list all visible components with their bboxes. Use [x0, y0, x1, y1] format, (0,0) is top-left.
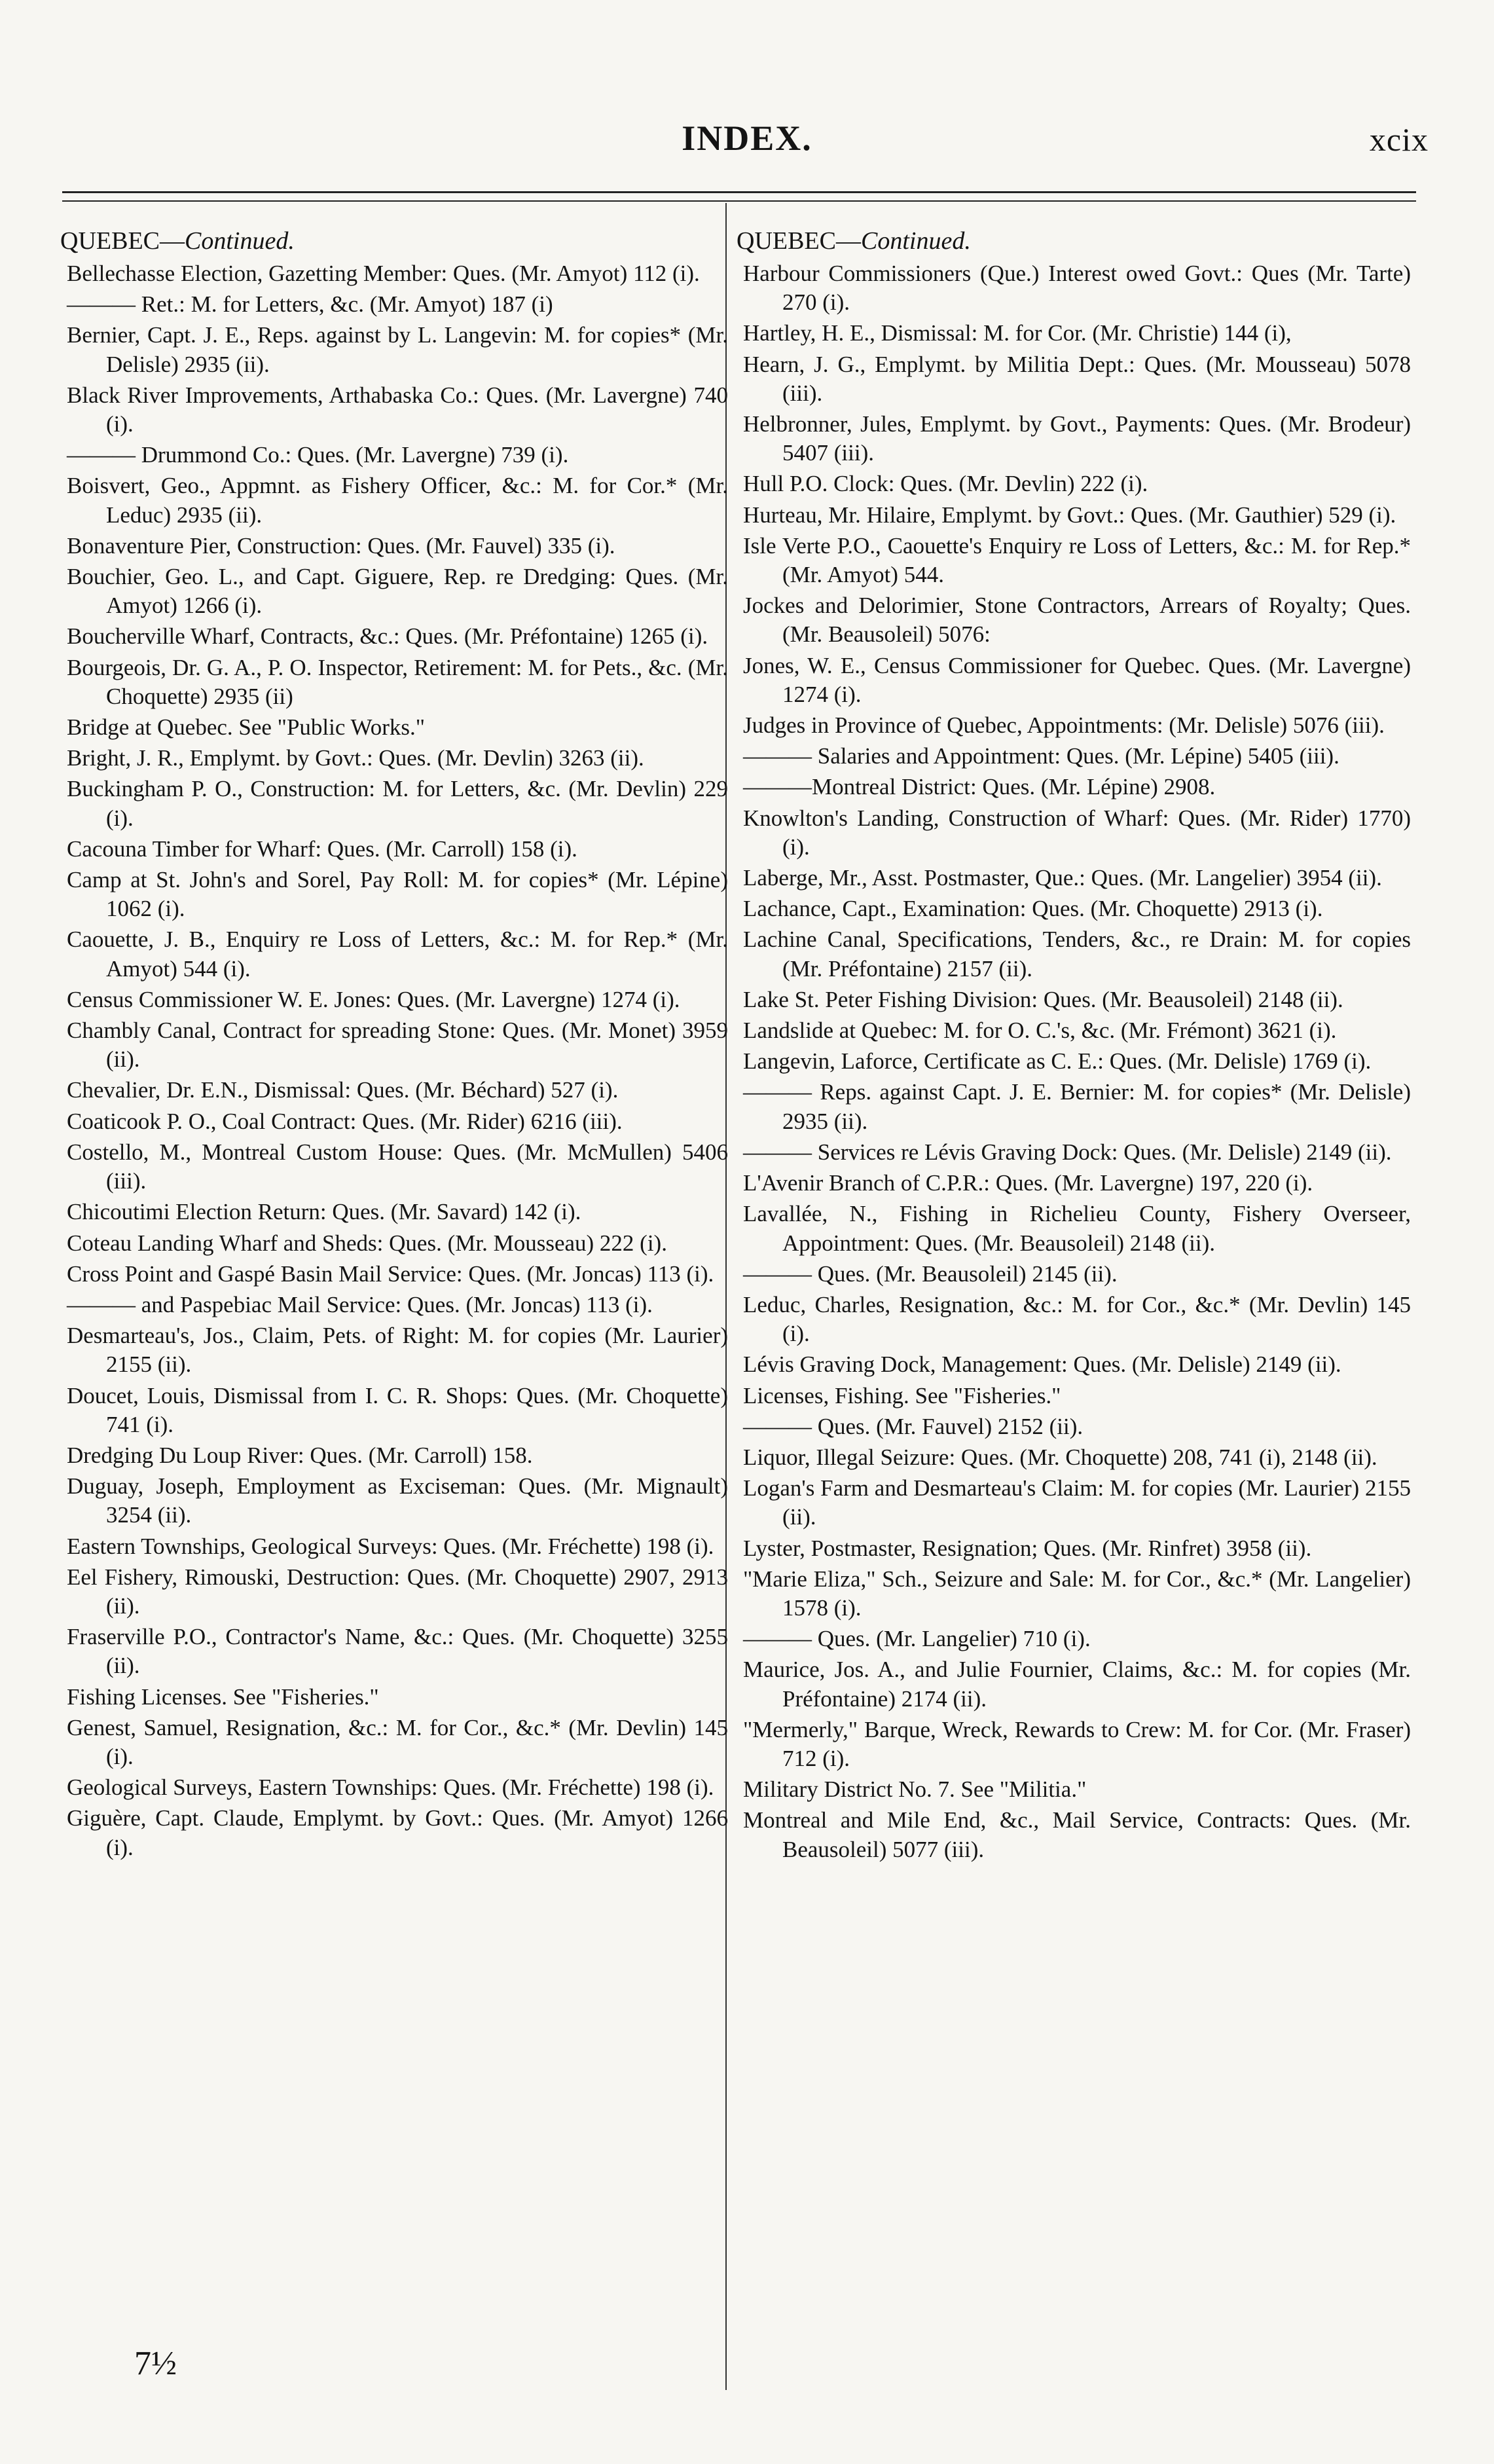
index-entry: Lévis Graving Dock, Management: Ques. (Mr. Delisle) 2149 (ii).: [743, 1352, 1341, 1378]
index-entry: Desmarteau's, Jos., Claim, Pets. of Right: M. for copies (Mr. Laurier) 2155 (ii).: [67, 1323, 728, 1378]
index-entry: Lachance, Capt., Examination: Ques. (Mr. Choquette) 2913 (i).: [743, 896, 1323, 922]
index-entry: Landslide at Quebec: M. for O. C.'s, &c. (Mr. Frémont) 3621 (i).: [743, 1018, 1337, 1044]
index-entry: ——— Ques. (Mr. Beausoleil) 2145 (ii).: [743, 1260, 1118, 1287]
index-entry: Fishing Licenses. See "Fisheries.": [67, 1683, 379, 1710]
index-entry: Knowlton's Landing, Construction of Wharf: Ques. (Mr. Rider) 1770) (i).: [743, 805, 1411, 860]
index-entry: Lyster, Postmaster, Resignation; Ques. (Mr. Rinfret) 3958 (ii).: [743, 1535, 1312, 1561]
index-entry: Lake St. Peter Fishing Division: Ques. (Mr. Beausoleil) 2148 (ii).: [743, 986, 1343, 1012]
index-entry: Cross Point and Gaspé Basin Mail Service: Ques. (Mr. Joncas) 113 (i).: [67, 1260, 714, 1287]
index-entry: Fraserville P.O., Contractor's Name, &c.: Ques. (Mr. Choquette) 3255 (ii).: [67, 1624, 728, 1679]
index-entry: Bourgeois, Dr. G. A., P. O. Inspector, Retirement: M. for Pets., &c. (Mr. Choquette) 2935 (ii): [67, 654, 728, 709]
index-entry: Buckingham P. O., Construction: M. for Letters, &c. (Mr. Devlin) 229 (i).: [67, 776, 728, 831]
index-entry: Bouchier, Geo. L., and Capt. Giguere, Rep. re Dredging: Ques. (Mr. Amyot) 1266 (i).: [67, 564, 728, 619]
index-entry: Hurteau, Mr. Hilaire, Emplymt. by Govt.: Ques. (Mr. Gauthier) 529 (i).: [743, 502, 1396, 528]
index-entry: Coteau Landing Wharf and Sheds: Ques. (Mr. Mousseau) 222 (i).: [67, 1230, 667, 1256]
index-entry: Boucherville Wharf, Contracts, &c.: Ques. (Mr. Préfontaine) 1265 (i).: [67, 623, 708, 650]
index-entry: Hull P.O. Clock: Ques. (Mr. Devlin) 222 (i).: [743, 471, 1148, 497]
index-entry: Leduc, Charles, Resignation, &c.: M. for Cor., &c.* (Mr. Devlin) 145 (i).: [743, 1291, 1411, 1347]
index-entry: ——— Reps. against Capt. J. E. Bernier: M. for copies* (Mr. Delisle) 2935 (ii).: [743, 1079, 1411, 1134]
index-entry: ——— Ques. (Mr. Langelier) 710 (i).: [743, 1626, 1091, 1652]
index-entry: Jones, W. E., Census Commissioner for Quebec. Ques. (Mr. Lavergne) 1274 (i).: [743, 652, 1411, 707]
index-entry: Jockes and Delorimier, Stone Contractors, Arrears of Royalty; Ques. (Mr. Beausoleil) 5076:: [743, 593, 1411, 648]
index-entry: Langevin, Laforce, Certificate as C. E.: Ques. (Mr. Delisle) 1769 (i).: [743, 1048, 1372, 1075]
index-entry: Chambly Canal, Contract for spreading Stone: Ques. (Mr. Monet) 3959 (ii).: [67, 1018, 728, 1073]
index-entry: L'Avenir Branch of C.P.R.: Ques. (Mr. Lavergne) 197, 220 (i).: [743, 1170, 1313, 1196]
page-title: INDEX.: [682, 119, 812, 158]
index-entry: ——— Services re Lévis Graving Dock: Ques. (Mr. Delisle) 2149 (ii).: [743, 1139, 1392, 1165]
index-entry: Bernier, Capt. J. E., Reps. against by L. Langevin: M. for copies* (Mr. Delisle) 2935 (ii).: [67, 322, 728, 377]
index-entry: Montreal and Mile End, &c., Mail Service, Contracts: Ques. (Mr. Beausoleil) 5077 (iii).: [743, 1807, 1411, 1862]
index-entry: Camp at St. John's and Sorel, Pay Roll: M. for copies* (Mr. Lépine) 1062 (i).: [67, 867, 728, 922]
index-entry: Coaticook P. O., Coal Contract: Ques. (Mr. Rider) 6216 (iii).: [67, 1108, 623, 1134]
index-entry: Military District No. 7. See "Militia.": [743, 1776, 1087, 1803]
index-entry: Logan's Farm and Desmarteau's Claim: M. for copies (Mr. Laurier) 2155 (ii).: [743, 1475, 1411, 1530]
page-number: xcix: [1369, 121, 1429, 158]
index-entry: Duguay, Joseph, Employment as Exciseman: Ques. (Mr. Mignault) 3254 (ii).: [67, 1473, 728, 1528]
index-entry: ——— Ret.: M. for Letters, &c. (Mr. Amyot) 187 (i): [67, 291, 553, 318]
heading-continued: Continued.: [185, 227, 295, 255]
index-entry: Licenses, Fishing. See "Fisheries.": [743, 1382, 1061, 1408]
index-entry: Giguère, Capt. Claude, Emplymt. by Govt.: Ques. (Mr. Amyot) 1266 (i).: [67, 1805, 728, 1860]
column-heading: [737, 226, 1411, 257]
index-entry: Laberge, Mr., Asst. Postmaster, Que.: Ques. (Mr. Langelier) 3954 (ii).: [743, 865, 1382, 891]
right-column: [737, 226, 1411, 1866]
index-entry: ——— Drummond Co.: Ques. (Mr. Lavergne) 739 (i).: [67, 442, 569, 468]
index-entry: Isle Verte P.O., Caouette's Enquiry re Loss of Letters, &c.: M. for Rep.* (Mr. Amyot) 544.: [743, 532, 1411, 588]
index-entry: Chevalier, Dr. E.N., Dismissal: Ques. (Mr. Béchard) 527 (i).: [67, 1077, 619, 1103]
index-entry: Cacouna Timber for Wharf: Ques. (Mr. Carroll) 158 (i).: [67, 836, 577, 862]
index-entry: Census Commissioner W. E. Jones: Ques. (Mr. Lavergne) 1274 (i).: [67, 986, 680, 1012]
index-entry: Liquor, Illegal Seizure: Ques. (Mr. Choquette) 208, 741 (i), 2148 (ii).: [743, 1444, 1377, 1470]
index-entry: Hartley, H. E., Dismissal: M. for Cor. (Mr. Christie) 144 (i),: [743, 320, 1292, 346]
header-rule: [62, 191, 1416, 193]
index-entry: Geological Surveys, Eastern Townships: Ques. (Mr. Fréchette) 198 (i).: [67, 1774, 714, 1801]
index-entry: Chicoutimi Election Return: Ques. (Mr. Savard) 142 (i).: [67, 1199, 581, 1225]
heading-label: QUEBEC—: [737, 227, 861, 255]
left-column: [60, 226, 728, 1864]
index-entry: Bright, J. R., Emplymt. by Govt.: Ques. (Mr. Devlin) 3263 (ii).: [67, 745, 644, 771]
index-entry: ——— Ques. (Mr. Fauvel) 2152 (ii).: [743, 1413, 1084, 1439]
index-entry: ——— Salaries and Appointment: Ques. (Mr. Lépine) 5405 (iii).: [743, 743, 1339, 769]
heading-label: QUEBEC—: [60, 227, 185, 255]
index-entry: Eel Fishery, Rimouski, Destruction: Ques. (Mr. Choquette) 2907, 2913 (ii).: [67, 1564, 728, 1619]
index-entry: Bellechasse Election, Gazetting Member: Ques. (Mr. Amyot) 112 (i).: [67, 261, 700, 286]
right-entry-list: [737, 259, 1411, 1864]
index-entry: Maurice, Jos. A., and Julie Fournier, Claims, &c.: M. for copies (Mr. Préfontaine) 2174 (ii).: [743, 1657, 1411, 1712]
signature-mark: 7½: [134, 2345, 177, 2382]
index-entry: Boisvert, Geo., Appmnt. as Fishery Officer, &c.: M. for Cor.* (Mr. Leduc) 2935 (ii).: [67, 473, 728, 528]
index-entry: Bridge at Quebec. See "Public Works.": [67, 714, 426, 741]
index-entry: Genest, Samuel, Resignation, &c.: M. for Cor., &c.* (Mr. Devlin) 145 (i).: [67, 1714, 728, 1769]
index-entry: Costello, M., Montreal Custom House: Ques. (Mr. McMullen) 5406 (iii).: [67, 1139, 728, 1194]
index-entry: "Mermerly," Barque, Wreck, Rewards to Crew: M. for Cor. (Mr. Fraser) 712 (i).: [743, 1716, 1411, 1771]
index-entry: Caouette, J. B., Enquiry re Loss of Letters, &c.: M. for Rep.* (Mr. Amyot) 544 (i).: [67, 927, 728, 982]
index-entry: Judges in Province of Quebec, Appointments: (Mr. Delisle) 5076 (iii).: [743, 712, 1385, 739]
index-entry: Doucet, Louis, Dismissal from I. C. R. Shops: Ques. (Mr. Choquette) 741 (i).: [67, 1382, 728, 1437]
index-entry: Helbronner, Jules, Emplymt. by Govt., Payments: Ques. (Mr. Brodeur) 5407 (iii).: [743, 411, 1411, 466]
index-entry: Eastern Townships, Geological Surveys: Ques. (Mr. Fréchette) 198 (i).: [67, 1533, 714, 1559]
index-entry: ———Montreal District: Ques. (Mr. Lépine) 2908.: [743, 774, 1216, 800]
index-entry: Lavallée, N., Fishing in Richelieu County, Fishery Overseer, Appointment: Ques. (Mr. Beausoleil) 2148 (ii).: [743, 1201, 1411, 1256]
heading-continued: Continued.: [861, 227, 971, 255]
index-entry: Lachine Canal, Specifications, Tenders, &c., re Drain: M. for copies (Mr. Préfontaine) 2157 (ii).: [743, 927, 1411, 982]
index-entry: Harbour Commissioners (Que.) Interest owed Govt.: Ques (Mr. Tarte) 270 (i).: [743, 261, 1411, 316]
column-heading: [60, 226, 728, 257]
index-entry: "Marie Eliza," Sch., Seizure and Sale: M. for Cor., &c.* (Mr. Langelier) 1578 (i).: [743, 1566, 1411, 1621]
index-entry: Hearn, J. G., Emplymt. by Militia Dept.: Ques. (Mr. Mousseau) 5078 (iii).: [743, 351, 1411, 406]
header-rule-thin: [62, 200, 1416, 202]
index-entry: ——— and Paspebiac Mail Service: Ques. (Mr. Joncas) 113 (i).: [67, 1291, 653, 1317]
index-entry: Bonaventure Pier, Construction: Ques. (Mr. Fauvel) 335 (i).: [67, 532, 615, 559]
left-entry-list: [60, 259, 728, 1862]
index-entry: Black River Improvements, Arthabaska Co.: Ques. (Mr. Lavergne) 740 (i).: [67, 382, 728, 437]
index-entry: Dredging Du Loup River: Ques. (Mr. Carroll) 158.: [67, 1442, 533, 1468]
